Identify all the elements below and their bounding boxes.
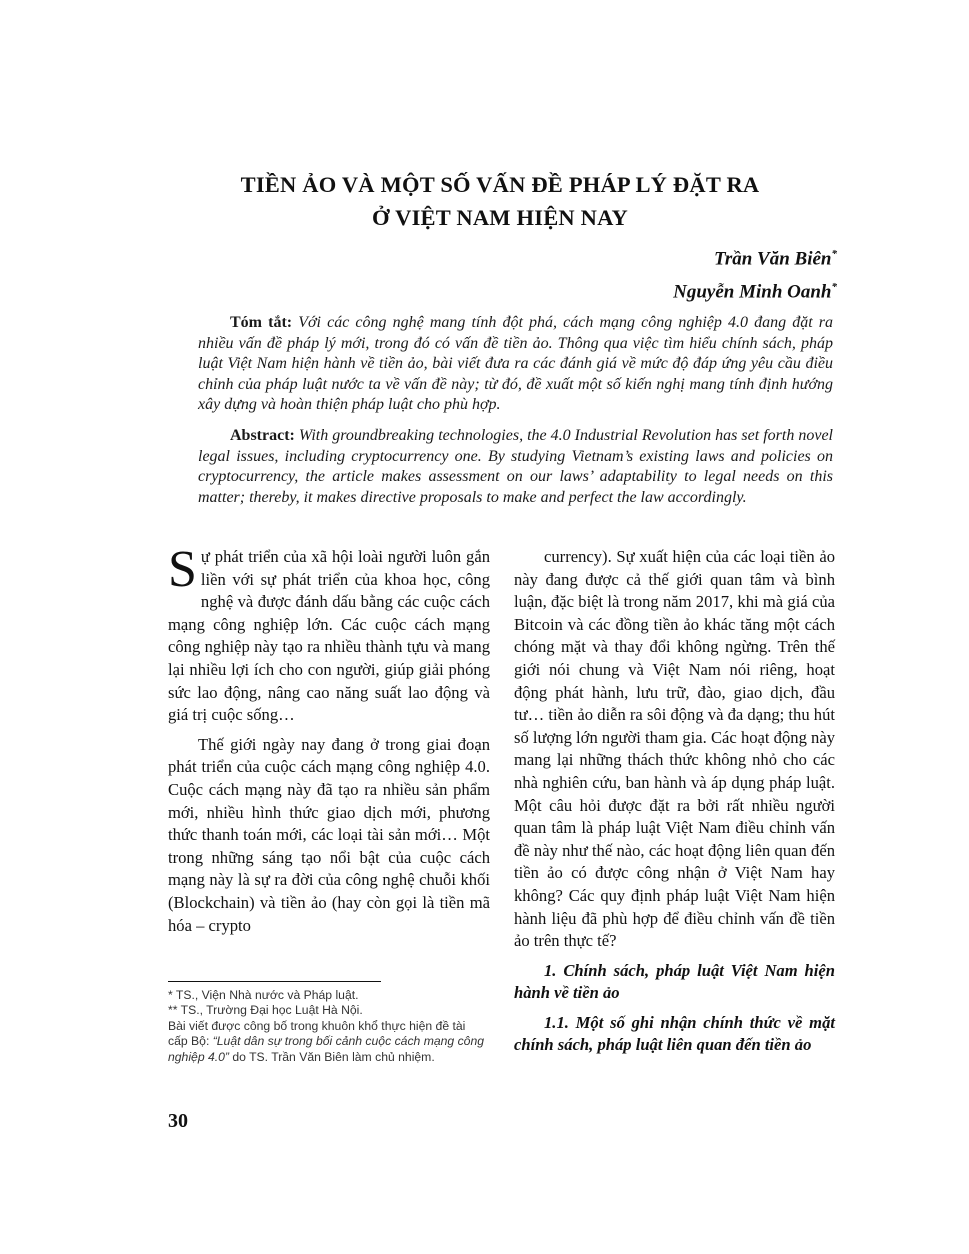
footnote-2: ** TS., Trường Đại học Luật Hà Nội. (168, 1003, 363, 1018)
body-column-left (168, 541, 490, 944)
author-1: Trần Văn Biên* (713, 248, 837, 270)
title-line-2: Ở VIỆT NAM HIỆN NAY (372, 205, 628, 230)
footnote-divider (168, 981, 381, 982)
subsection-heading: 1.1. Một số ghi nhận chính thức về mặt chính sách, pháp luật liên quan đến tiền ảo (514, 1012, 835, 1055)
page-number: 30 (168, 1110, 188, 1132)
body-paragraph: Sự phát triển của xã hội loài người luôn gắn liền với sự phát triển của khoa học, công nghệ và được đánh dấu bằng các cuộc cách mạng công nghiệp lớn. Các cuộc cách mạng công nghiệp này tạo ra nhiều thành tựu và mang lại nhiều lợi ích cho con người, giúp giải phóng sức lao động, nâng cao năng suất lao động và giá trị cuộc sống… (168, 541, 490, 725)
abstract-english-text: With groundbreaking technologies, the 4.0 Industrial Revolution has set forth novel legal issues, including cryptocurrency one. By studying Vietnam’s existing laws and policies on cryptocurrency, the article makes assessment on our laws’ adaptability to legal needs on this matter; thereby, it makes directive proposals to make and perfect the law accordingly. (198, 427, 833, 506)
body-paragraph: currency). Sự xuất hiện của các loại tiền ảo này đang được cả thế giới quan tâm và bình luận, đặc biệt là trong năm 2017, khi mà giá của Bitcoin và các đồng tiền ảo khác tăng một cách chóng mặt và thay đổi không ngừng. Trên thế giới nói chung và Việt Nam nói riêng, hoạt động phát hành, lưu trữ, đào, giao dịch, đầu tư… tiền ảo diễn ra sôi động và đa dạng; thu hút số lượng lớn người tham gia. Các hoạt động này mang lại những thách thức không nhỏ cho các nhà nghiên cứu, ban hành và áp dụng pháp luật. Một câu hỏi được đặt ra bởi rất nhiều người quan tâm là pháp luật Việt Nam điều chỉnh vấn đề này như thế nào, các hoạt động liên quan đến tiền ảo có được công nhận ở Việt Nam hay không? Các quy định pháp luật Việt Nam hiện hành liệu đã phù hợp để điều chỉnh vấn đề tiền ảo trên thực tế? (514, 547, 835, 951)
abstract-english-label: Abstract: (230, 427, 295, 444)
article-title (170, 168, 830, 234)
body-column-right (514, 546, 835, 1064)
abstract-vietnamese (198, 313, 833, 416)
footnote-1: * TS., Viện Nhà nước và Pháp luật. (168, 988, 359, 1002)
section-heading: 1. Chính sách, pháp luật Việt Nam hiện hành về tiền ảo (514, 960, 835, 1003)
body-paragraph: Thế giới ngày nay đang ở trong giai đoạn phát triển của cuộc cách mạng công nghiệp 4.0. Cuộc cách mạng này đã tạo ra nhiều sản phẩm mới, nhiều hình thức giao dịch mới, phương thức thanh toán mới, các loại tài sản mới… Một trong những sáng tạo nổi bật của cuộc cách mạng này là sự ra đời của công nghệ chuỗi khối (Blockchain) và tiền ảo (hay còn gọi là tiền mã hóa – crypto (168, 734, 490, 935)
abstract-vietnamese-text: Với các công nghệ mang tính đột phá, cách mạng công nghiệp 4.0 đang đặt ra nhiều vấn đề pháp lý mới, trong đó có vấn đề tiền ảo. Thông qua việc tìm hiểu chính sách, pháp luật Việt Nam hiện hành về tiền ảo, bài viết đưa ra các đánh giá về mức độ đáp ứng yêu cầu điều chỉnh của pháp luật nước ta về vấn đề này; từ đó, đề xuất một số kiến nghị mang tính định hướng xây dựng và hoàn thiện pháp luật cho phù hợp. (198, 314, 834, 414)
footnote-3: Bài viết được công bố trong khuôn khổ thực hiện đề tài cấp Bộ: “Luật dân sự trong bối cảnh cuộc cách mạng công nghiệp 4.0” do TS. Trần Văn Biên làm chủ nhiệm. (168, 1018, 484, 1064)
author-2: Nguyễn Minh Oanh* (673, 281, 837, 303)
abstract-english (198, 426, 833, 508)
author-list (673, 240, 837, 307)
drop-cap: S (168, 541, 197, 598)
title-line-1: TIỀN ẢO VÀ MỘT SỐ VẤN ĐỀ PHÁP LÝ ĐẶT RA (240, 172, 760, 197)
footnotes (168, 988, 488, 1065)
abstract-vietnamese-label: Tóm tắt: (230, 314, 293, 331)
